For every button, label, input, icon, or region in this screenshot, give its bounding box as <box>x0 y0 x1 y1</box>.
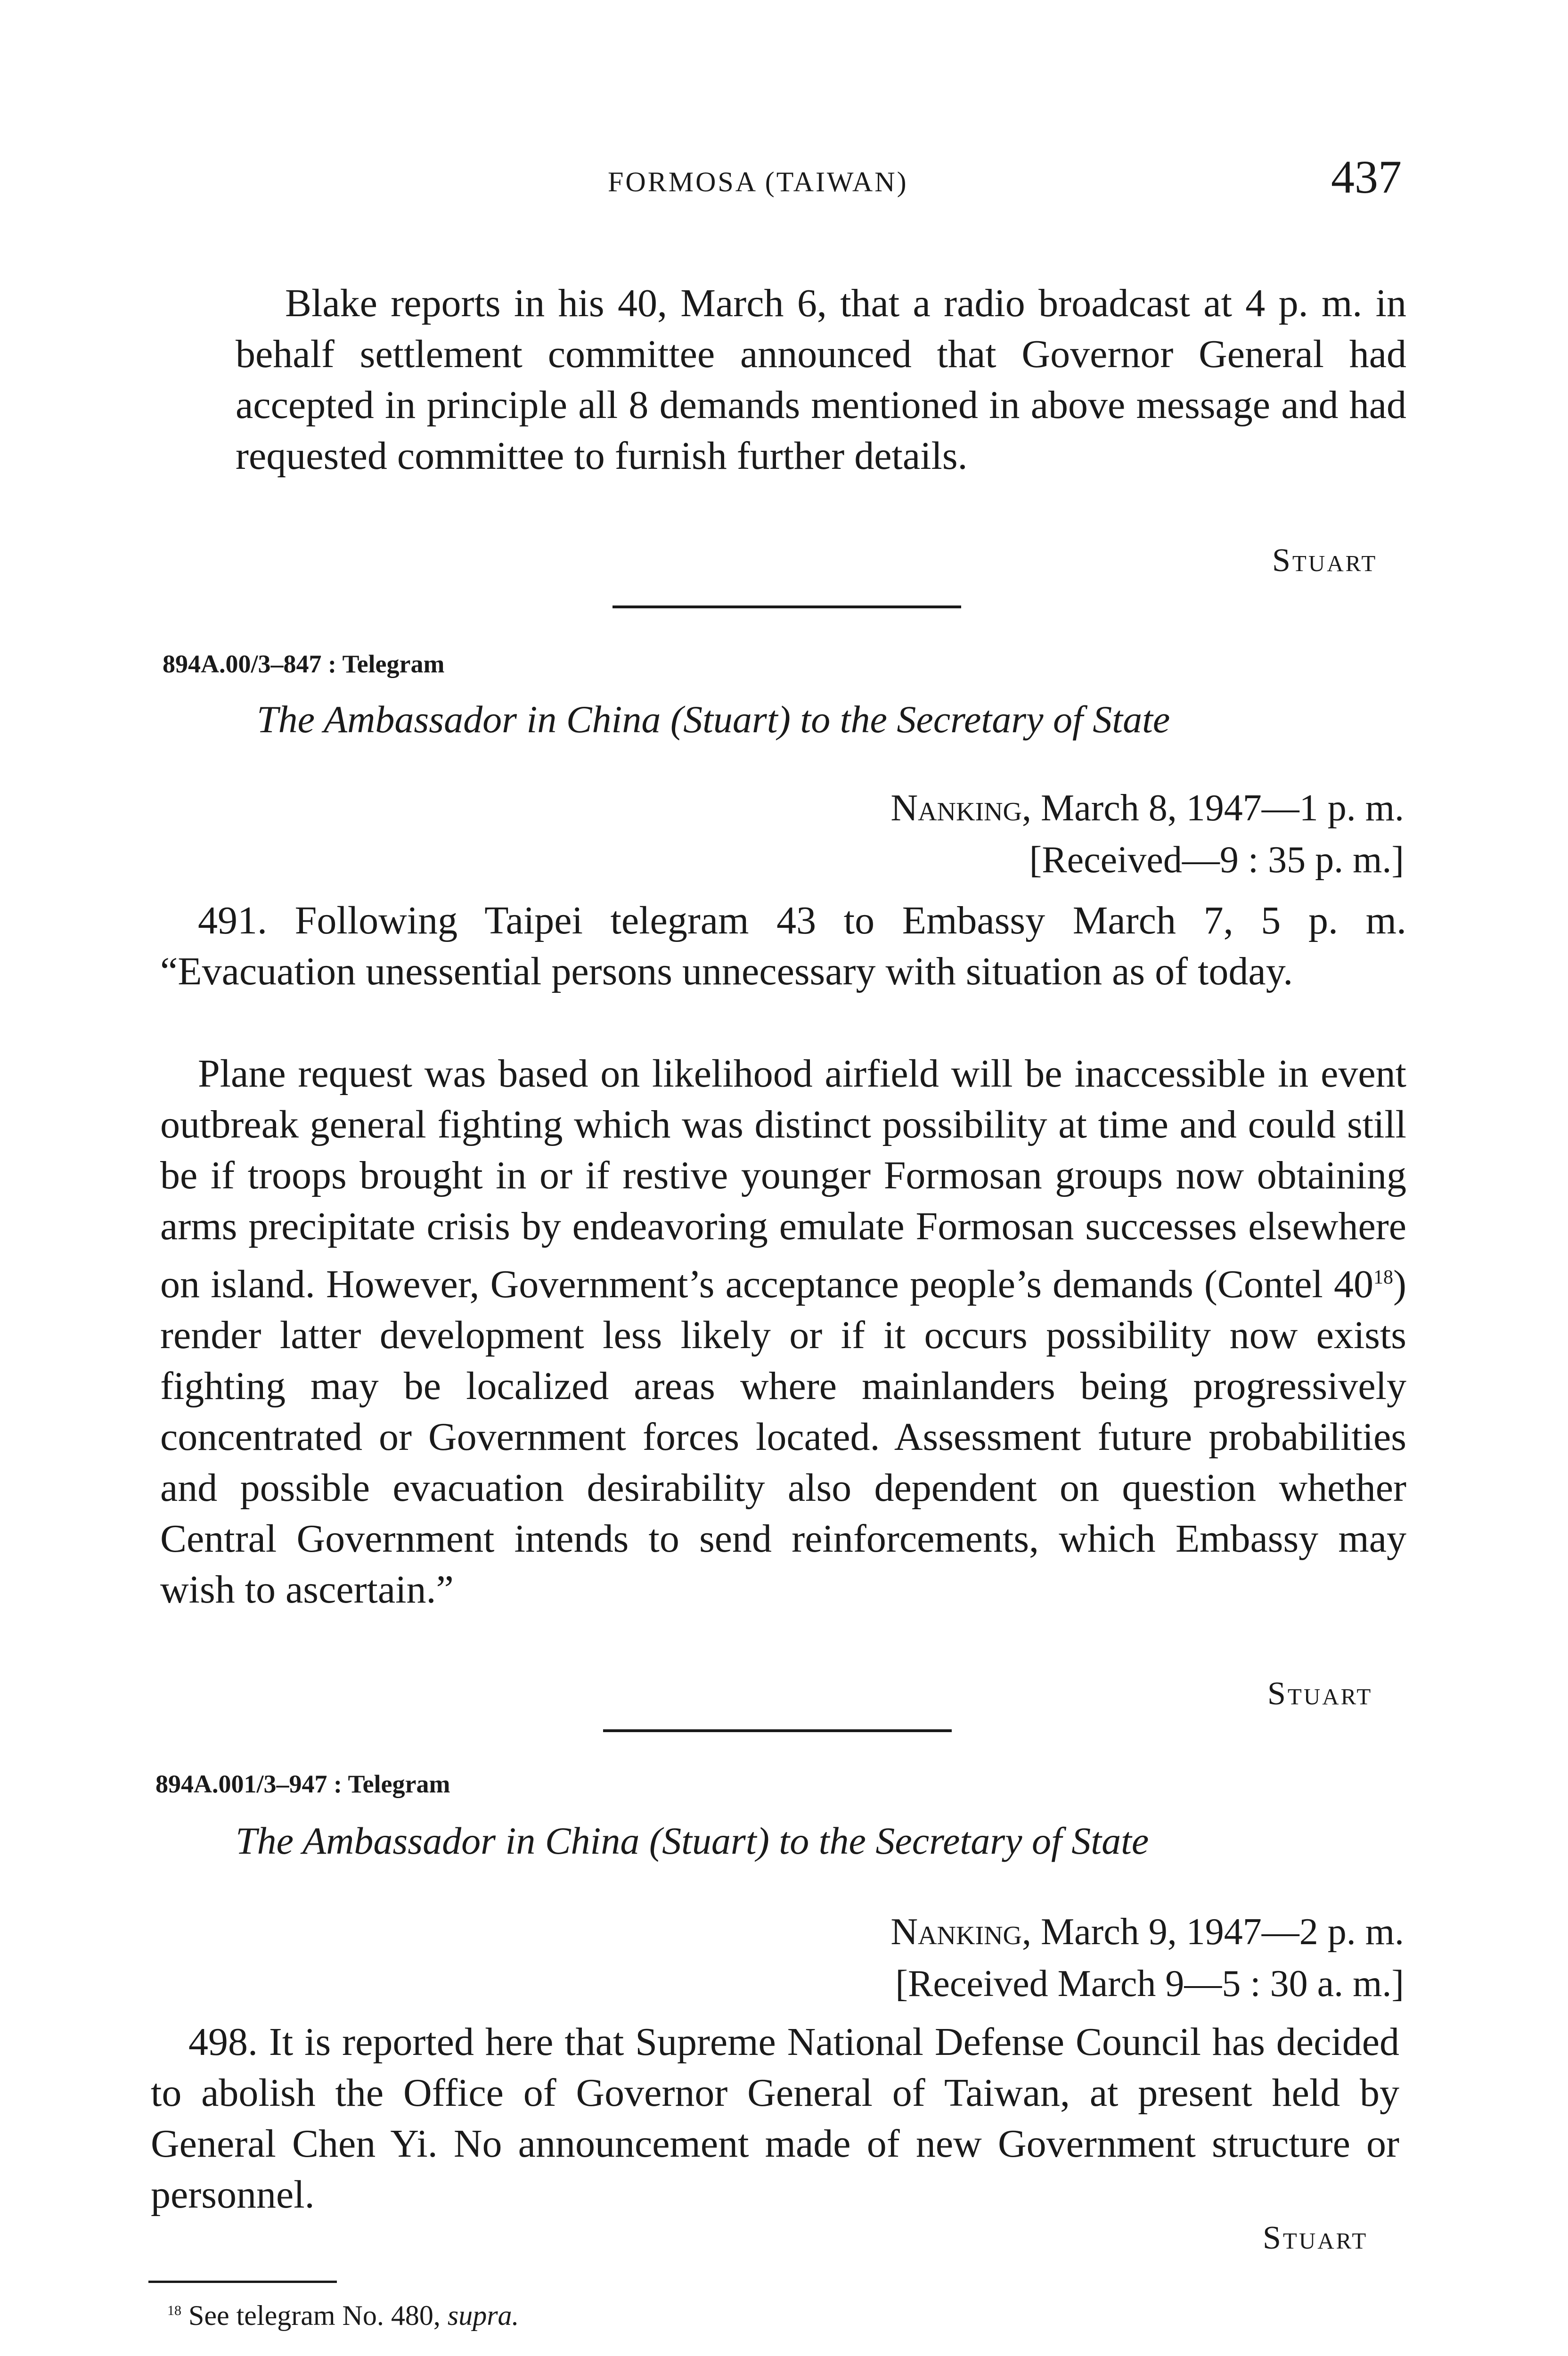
signature: Stuart <box>1272 542 1378 579</box>
footnote-marker: 18 <box>167 2303 181 2318</box>
received-line: [Received March 9—5 : 30 a. m.] <box>895 1963 1404 2004</box>
footnote-text: See telegram No. 480, <box>188 2300 441 2331</box>
dateline-place: Nanking, <box>890 1911 1031 1953</box>
section-divider <box>612 605 961 608</box>
footnote-rule <box>148 2281 337 2283</box>
continuation-paragraph: Blake reports in his 40, March 6, that a radio broadcast at 4 p. m. in behalf settlement committee announced that Governor General had accepted in principle all 8 demands mentioned in above message and had requested committee to furnish further details. <box>236 281 1406 478</box>
footnote-reference: 18 <box>1373 1267 1394 1288</box>
dateline-date: March 8, 1947—1 p. m. <box>1040 787 1404 829</box>
file-reference: 894A.001/3–947 : Telegram <box>155 1770 450 1798</box>
document-heading: The Ambassador in China (Stuart) to the Secretary of State <box>236 1819 1149 1862</box>
dateline <box>707 1906 1404 1958</box>
footnote <box>167 2299 519 2332</box>
document-heading: The Ambassador in China (Stuart) to the Secretary of State <box>257 698 1170 741</box>
dateline <box>707 782 1404 834</box>
footnote-italic: supra. <box>447 2300 519 2331</box>
signature: Stuart <box>1263 2220 1368 2256</box>
paragraph-text: Plane request was based on likelihood airfield will be inaccessible in event outbreak general fighting which was distinct possibility at time and could still be if troops brought in or if restive younger Formosan groups now obtaining arms precipitate crisis by endeavoring emulate Formosan successes elsewhere on island. However, Government’s acceptance people’s demands (Contel 40 <box>160 1052 1406 1306</box>
file-reference: 894A.00/3–847 : Telegram <box>163 650 445 678</box>
page-number: 437 <box>1331 151 1402 203</box>
received-line: [Received—9 : 35 p. m.] <box>1029 839 1404 881</box>
telegram-paragraph: 491. Following Taipei telegram 43 to Embassy March 7, 5 p. m. “Evacuation unessential persons unnecessary with situation as of today. <box>160 899 1406 993</box>
paragraph-text: ) render latter development less likely or if it occurs possibility now exists fighting may be localized areas where mainlanders being progressively concentrated or Government forces located. Assessment future probabilities and possible evacuation desirability also dependent on question whether Central Government intends to send reinforcements, which Embassy may wish to ascertain.” <box>160 1262 1406 1612</box>
dateline-date: March 9, 1947—2 p. m. <box>1040 1911 1404 1953</box>
running-head: FORMOSA (TAIWAN) <box>608 166 908 197</box>
telegram-paragraph: 498. It is reported here that Supreme National Defense Council has decided to abolish the Office of Governor General of Taiwan, at present held by General Chen Yi. No announcement made of new Government structure or personnel. <box>151 2020 1399 2217</box>
signature: Stuart <box>1267 1676 1373 1712</box>
dateline-place: Nanking, <box>890 787 1031 829</box>
telegram-paragraph <box>160 1048 1406 1615</box>
section-divider <box>603 1729 952 1732</box>
